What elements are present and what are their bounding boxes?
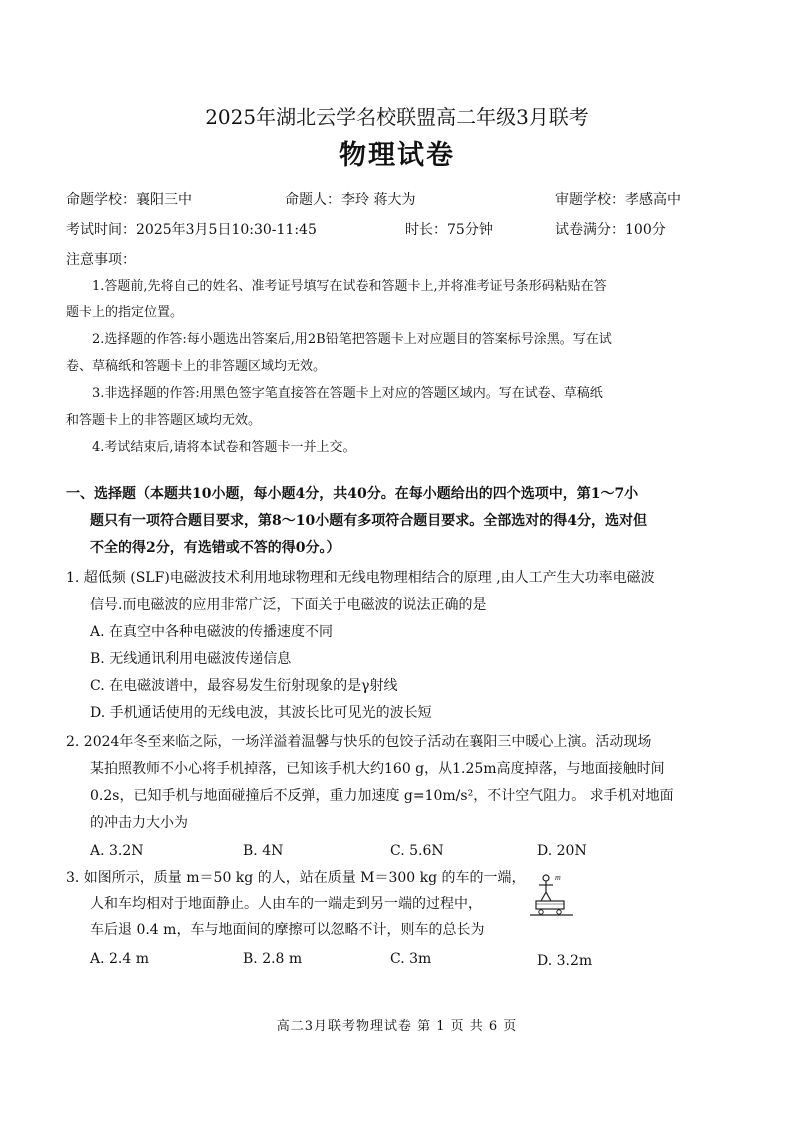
q1-stem: 1. 超低频 (SLF)电磁波技术利用地球物理和无线电物理相结合的原理 ,由人工产生大功率电磁波: [66, 570, 655, 586]
notice-item-3-cont: 和答题卡上的非答题区域均无效。: [66, 413, 262, 428]
q2-stem-cont-3: 的冲击力大小为: [90, 815, 188, 831]
q2-option-d: D. 20N: [537, 843, 587, 859]
notice-title: 注意事项：: [66, 252, 136, 268]
q1-stem-cont: 信号.而电磁波的应用非常广泛，下面关于电磁波的说法正确的是: [90, 597, 487, 613]
notice-item-3: 3.非选择题的作答:用黑色签字笔直接答在答题卡上对应的答题区域内。写在试卷、草稿纸: [92, 386, 603, 401]
q3-option-d: D. 3.2m: [537, 953, 593, 969]
notice-item-2-cont: 卷、草稿纸和答题卡上的非答题区域均无效。: [66, 359, 327, 374]
section1-heading: 一、选择题（本题共10小题，每小题4分，共40分。在每小题给出的四个选项中，第1～7小: [66, 486, 639, 502]
q3-option-b: B. 2.8 m: [243, 951, 303, 967]
q3-option-a: A. 2.4 m: [90, 951, 150, 967]
q3-stem: 3. 如图所示，质量 m＝50 kg 的人，站在质量 M＝300 kg 的车的一端，: [66, 870, 526, 886]
reviewer-label: 审题学校：孝感高中: [555, 192, 681, 208]
person-on-cart-icon: [527, 870, 577, 930]
section1-heading-2: 题只有一项符合题目要求，第8～10小题有多项符合题目要求。全部选对的得4分，选对但: [90, 513, 647, 529]
q1-option-b: B. 无线通讯利用电磁波传递信息: [90, 651, 292, 667]
q2-option-a: A. 3.2N: [90, 843, 144, 859]
q1-option-c: C. 在电磁波谱中，最容易发生衍射现象的是γ射线: [90, 678, 398, 694]
exam-title: 2025年湖北云学名校联盟高二年级3月联考: [205, 105, 589, 129]
person-on-cart-figure: [527, 870, 577, 930]
notice-item-1: 1.答题前,先将自己的姓名、准考证号填写在试卷和答题卡上,并将准考证号条形码粘贴在答: [92, 279, 607, 294]
duration-label: 时长：75分钟: [405, 222, 493, 238]
q2-option-b: B. 4N: [243, 843, 284, 859]
school-label: 命题学校：襄阳三中: [66, 192, 192, 208]
page-footer: 高二3月联考物理试卷 第 1 页 共 6 页: [276, 1019, 518, 1034]
q3-stem-cont-2: 车后退 0.4 m，车与地面间的摩擦可以忽略不计，则车的总长为: [90, 922, 485, 938]
q2-option-c: C. 5.6N: [390, 843, 444, 859]
q3-stem-cont-1: 人和车均相对于地面静止。人由车的一端走到另一端的过程中，: [90, 896, 482, 912]
author-label: 命题人：李玲 蒋大为: [285, 192, 416, 208]
section1-heading-3: 不全的得2分，有选错或不答的得0分。）: [90, 540, 341, 556]
q1-option-d: D. 手机通话使用的无线电波，其波长比可见光的波长短: [90, 705, 432, 721]
time-label: 考试时间：2025年3月5日10:30-11:45: [66, 222, 317, 238]
notice-item-1-cont: 题卡上的指定位置。: [66, 305, 184, 320]
notice-item-4: 4.考试结束后,请将本试卷和答题卡一并上交。: [92, 440, 356, 455]
q3-option-c: C. 3m: [390, 951, 432, 967]
mass-label: m: [555, 873, 561, 882]
score-label: 试卷满分：100分: [555, 222, 666, 238]
q1-option-a: A. 在真空中各种电磁波的传播速度不同: [90, 624, 334, 640]
subject-title: 物理试卷: [339, 140, 455, 171]
q2-stem: 2. 2024年冬至来临之际，一场洋溢着温馨与快乐的包饺子活动在襄阳三中暖心上演。活动现场: [66, 734, 652, 750]
q2-stem-cont-2: 0.2s，已知手机与地面碰撞后不反弹，重力加速度 g=10m/s²，不计空气阻力。 求手机对地面: [90, 788, 674, 804]
notice-item-2: 2.选择题的作答:每小题选出答案后,用2B铅笔把答题卡上对应题目的答案标号涂黑。写在试: [92, 332, 612, 347]
q2-stem-cont-1: 某拍照教师不小心将手机掉落，已知该手机大约160 g，从1.25m高度掉落，与地面接触时间: [90, 761, 665, 777]
